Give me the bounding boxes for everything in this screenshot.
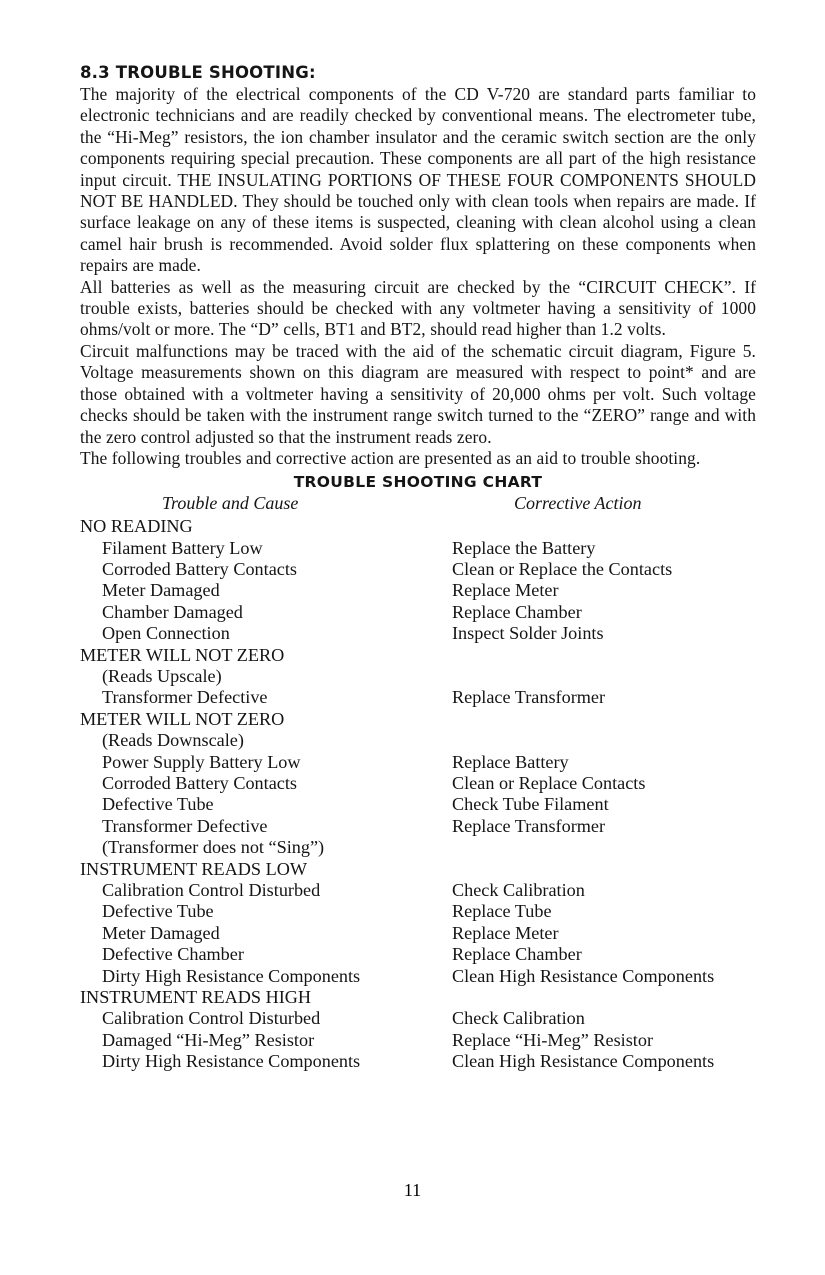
trouble-cause: Chamber Damaged [102, 601, 243, 622]
chart-item-row [80, 794, 756, 815]
trouble-cause: Open Connection [102, 623, 230, 644]
paragraph-batteries: All batteries as well as the measuring circuit are checked by the “CIRCUIT CHECK”. If trouble exists, batteries should be checked with any voltmeter having a sensitivity of 1000 ohms/volt or more. The “D” cells, BT1 and BT2, should read higher than 1.2 volts. [80, 276, 756, 340]
chart-item-row [80, 773, 756, 794]
paragraph-intro-chart: The following troubles and corrective action are presented as an aid to trouble shooting. [80, 447, 701, 468]
chart-column-headers [80, 493, 756, 516]
trouble-category: NO READING [80, 516, 193, 537]
chart-item-row [80, 538, 756, 559]
chart-item-row [80, 966, 756, 987]
corrective-action: Clean or Replace the Contacts [452, 559, 673, 580]
trouble-category: METER WILL NOT ZERO [80, 644, 285, 665]
chart-note-row [80, 666, 756, 687]
trouble-cause: Calibration Control Disturbed [102, 879, 321, 900]
chart-item-row [80, 944, 756, 965]
corrective-action: Replace Battery [452, 751, 569, 772]
chart-category-row [80, 859, 756, 880]
corrective-action: Replace “Hi-Meg” Resistor [452, 1029, 654, 1050]
trouble-cause: Transformer Defective [102, 687, 268, 708]
chart-item-row [80, 602, 756, 623]
chart-note-row [80, 837, 756, 858]
page-number: 11 [403, 1180, 422, 1200]
chart-item-row [80, 580, 756, 601]
trouble-cause: Filament Battery Low [102, 537, 263, 558]
corrective-action: Inspect Solder Joints [452, 623, 604, 644]
chart-category-row [80, 516, 756, 537]
corrective-action: Clean High Resistance Components [452, 965, 715, 986]
corrective-action: Replace Transformer [452, 687, 606, 708]
chart-item-row [80, 559, 756, 580]
corrective-action: Replace Tube [452, 901, 552, 922]
corrective-action: Clean High Resistance Components [452, 1051, 715, 1072]
corrective-action: Check Calibration [452, 1008, 585, 1029]
column-header-action: Corrective Action [514, 493, 642, 514]
chart-category-row [80, 987, 756, 1008]
corrective-action: Check Calibration [452, 879, 585, 900]
corrective-action: Replace Chamber [452, 944, 582, 965]
corrective-action: Replace Meter [452, 922, 559, 943]
trouble-cause: Defective Tube [102, 901, 214, 922]
chart-category-row [80, 709, 756, 730]
paragraph-circuit: Circuit malfunctions may be traced with the aid of the schematic circuit diagram, Figure 5. Voltage measurements shown on this diagram are measured with respect to point* and are those obtained with a voltmeter having a sensitivity of 20,000 ohms per volt. Such voltage checks should be taken with the instrument range switch turned to the “ZERO” range and with the zero control adjusted so that the instrument reads zero. [80, 340, 756, 447]
chart-item-row [80, 1008, 756, 1029]
corrective-action: Replace the Battery [452, 537, 596, 558]
corrective-action: Replace Meter [452, 580, 559, 601]
trouble-category: METER WILL NOT ZERO [80, 708, 285, 729]
trouble-category: INSTRUMENT READS LOW [80, 858, 308, 879]
trouble-note: (Reads Upscale) [102, 666, 222, 687]
trouble-cause: Defective Tube [102, 794, 214, 815]
trouble-cause: Defective Chamber [102, 944, 244, 965]
chart-item-row [80, 1051, 756, 1072]
trouble-category: INSTRUMENT READS HIGH [80, 986, 312, 1007]
document-page [80, 62, 756, 1072]
corrective-action: Check Tube Filament [452, 794, 609, 815]
trouble-cause: Calibration Control Disturbed [102, 1008, 321, 1029]
chart-item-row [80, 923, 756, 944]
trouble-cause: Dirty High Resistance Components [102, 1051, 361, 1072]
chart-category-row [80, 645, 756, 666]
trouble-note: (Reads Downscale) [102, 730, 244, 751]
corrective-action: Replace Chamber [452, 601, 582, 622]
chart-title: TROUBLE SHOOTING CHART [293, 473, 543, 492]
corrective-action: Replace Transformer [452, 815, 606, 836]
trouble-cause: Damaged “Hi-Meg” Resistor [102, 1029, 315, 1050]
trouble-note: (Transformer does not “Sing”) [102, 837, 325, 858]
trouble-cause: Corroded Battery Contacts [102, 559, 297, 580]
chart-rows [80, 516, 756, 1072]
trouble-cause: Meter Damaged [102, 922, 220, 943]
chart-item-row [80, 752, 756, 773]
trouble-cause: Meter Damaged [102, 580, 220, 601]
trouble-cause: Corroded Battery Contacts [102, 773, 297, 793]
chart-item-row [80, 901, 756, 922]
chart-item-row [80, 880, 756, 901]
section-heading: 8.3 TROUBLE SHOOTING: [80, 63, 316, 82]
trouble-cause: Power Supply Battery Low [102, 751, 301, 772]
chart-item-row [80, 687, 756, 708]
corrective-action: Clean or Replace Contacts [452, 773, 646, 793]
paragraph-components: The majority of the electrical components of the CD V-720 are standard parts familiar to electronic technicians and are readily checked by conventional means. The electrometer tube, the “Hi-Meg” resistors, the ion chamber insulator and the ceramic switch section are the only components requiring special precaution. These components are all part of the high resistance input circuit. THE INSULATING PORTIONS OF THESE FOUR COMPONENTS SHOULD NOT BE HANDLED. They should be touched only with clean tools when repairs are made. If surface leakage on any of these items is suspected, cleaning with clean alcohol using a clean camel hair brush is recommended. Avoid solder flux splattering on these components when repairs are made. [80, 84, 756, 276]
chart-item-row [80, 1030, 756, 1051]
chart-note-row [80, 730, 756, 751]
trouble-cause: Dirty High Resistance Components [102, 965, 361, 986]
column-header-cause: Trouble and Cause [162, 493, 299, 514]
trouble-cause: Transformer Defective [102, 815, 268, 836]
chart-item-row [80, 816, 756, 837]
chart-item-row [80, 623, 756, 644]
